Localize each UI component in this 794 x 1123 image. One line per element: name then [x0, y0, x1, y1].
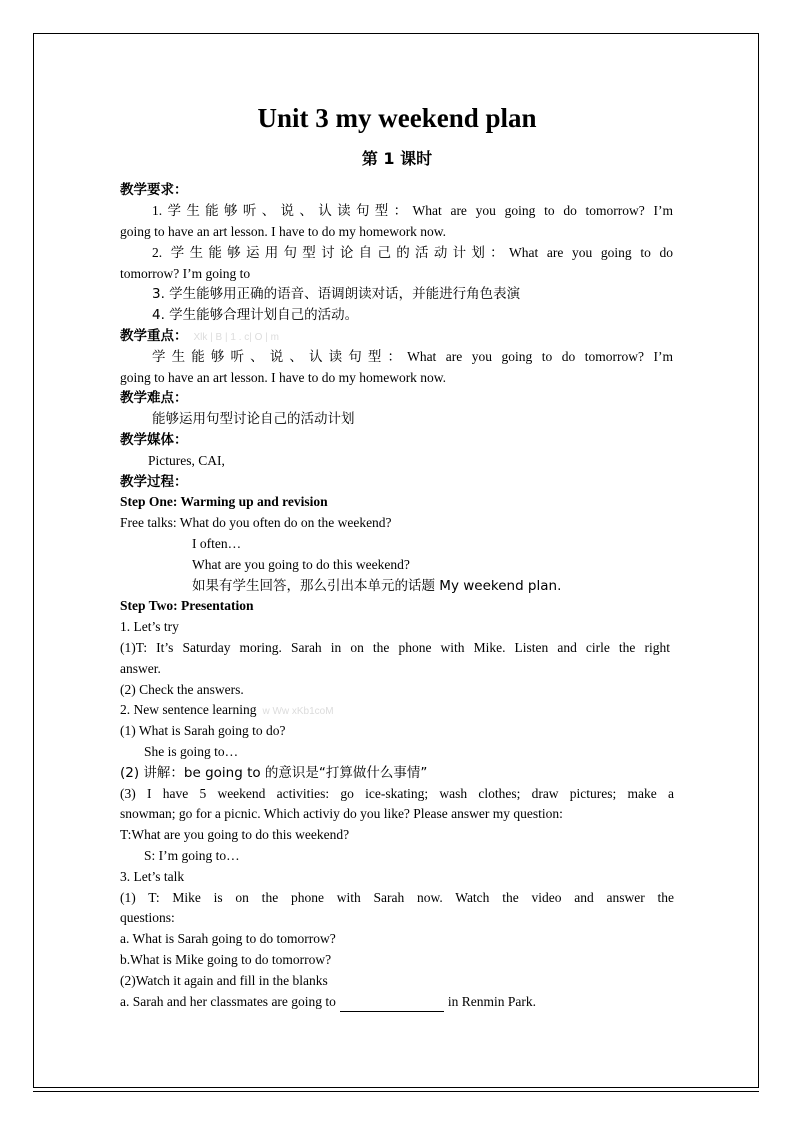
step-one-line-3: What are you going to do this weekend?: [192, 557, 410, 572]
lesson-number: 第 1 课时: [361, 149, 433, 168]
check-answers: (2) Check the answers.: [120, 682, 244, 697]
lets-try-heading: 1. Let’s try: [120, 619, 179, 634]
watermark-text: Xlk | B | 1 . c| O | m: [193, 332, 279, 343]
step-two-heading: Step Two: Presentation: [120, 598, 254, 613]
fill-blank-sentence: [120, 992, 536, 1012]
requirement-2-line-2: tomorrow? I’m going to: [120, 266, 251, 281]
requirement-2-line-1: 2. 学生能够运用句型讨论自己的活动计划：What are you going to do: [152, 245, 673, 260]
step-one-heading: Step One: Warming up and revision: [120, 494, 328, 509]
key-point-line-1: 学生能够听、说、认读句型：What are you going to do tomorrow? I’m: [152, 349, 673, 364]
question-1: (1) What is Sarah going to do?: [120, 723, 286, 738]
activities-line-2: snowman; go for a picnic. Which activiy do you like? Please answer my question:: [120, 806, 563, 821]
lets-talk-instruction-line-1: (1) T: Mike is on the phone with Sarah now. Watch the video and answer the: [120, 890, 674, 905]
watermark-text-2: w Ww xKb1coM: [262, 706, 334, 717]
explanation: (2) 讲解：be going to 的意识是“打算做什么事情”: [120, 765, 428, 781]
answer-blank: [340, 997, 444, 1012]
requirements-heading: 教学要求：: [120, 182, 188, 198]
process-heading: 教学过程：: [120, 474, 188, 490]
requirement-1-line-2: going to have an art lesson. I have to do my homework now.: [120, 224, 447, 239]
fill-blank-suffix: in Renmin Park.: [447, 994, 537, 1009]
question-b: b.What is Mike going to do tomorrow?: [120, 952, 332, 967]
question-a: a. What is Sarah going to do tomorrow?: [120, 931, 336, 946]
fill-blanks-instruction: (2)Watch it again and fill in the blanks: [120, 973, 328, 988]
document-title: Unit 3 my weekend plan: [257, 103, 537, 133]
new-sentence-row: [120, 700, 334, 722]
page-border-bottom-rule: [33, 1091, 759, 1092]
lets-talk-heading: 3. Let’s talk: [120, 869, 185, 884]
key-points-heading-row: [120, 326, 279, 348]
new-sentence-heading: 2. New sentence learning: [120, 702, 257, 717]
requirement-1-line-1: 1.学生能够听、说、认读句型：What are you going to do tomorrow? I’m: [152, 203, 673, 218]
requirement-4: 4. 学生能够合理计划自己的活动。: [152, 307, 359, 323]
difficulty-point: 能够运用句型讨论自己的活动计划: [152, 411, 355, 427]
difficulty-heading: 教学难点：: [120, 390, 188, 406]
step-one-line-2: I often…: [192, 536, 242, 551]
media-list: Pictures, CAI,: [148, 453, 225, 468]
requirement-3: 3. 学生能够用正确的语音、语调朗读对话，并能进行角色表演: [152, 286, 521, 302]
answer-1: She is going to…: [144, 744, 239, 759]
lets-try-instruction-line-2: answer.: [120, 661, 161, 676]
teacher-question: T:What are you going to do this weekend?: [120, 827, 350, 842]
fill-blank-prefix: a. Sarah and her classmates are going to: [120, 994, 336, 1009]
activities-line-1: (3) I have 5 weekend activities: go ice-skating; wash clothes; draw pictures; make a: [120, 786, 674, 801]
key-points-heading: 教学重点：: [120, 328, 188, 344]
lets-try-instruction-line-1: (1)T: It’s Saturday moring. Sarah in on the phone with Mike. Listen and cirle the right: [120, 640, 670, 655]
student-answer: S: I’m going to…: [144, 848, 240, 863]
media-heading: 教学媒体：: [120, 432, 188, 448]
lets-talk-instruction-line-2: questions:: [120, 910, 175, 925]
step-one-free-talks: Free talks: What do you often do on the weekend?: [120, 515, 392, 530]
step-one-line-4: 如果有学生回答，那么引出本单元的话题 My weekend plan.: [192, 578, 562, 594]
key-point-line-2: going to have an art lesson. I have to do my homework now.: [120, 370, 447, 385]
